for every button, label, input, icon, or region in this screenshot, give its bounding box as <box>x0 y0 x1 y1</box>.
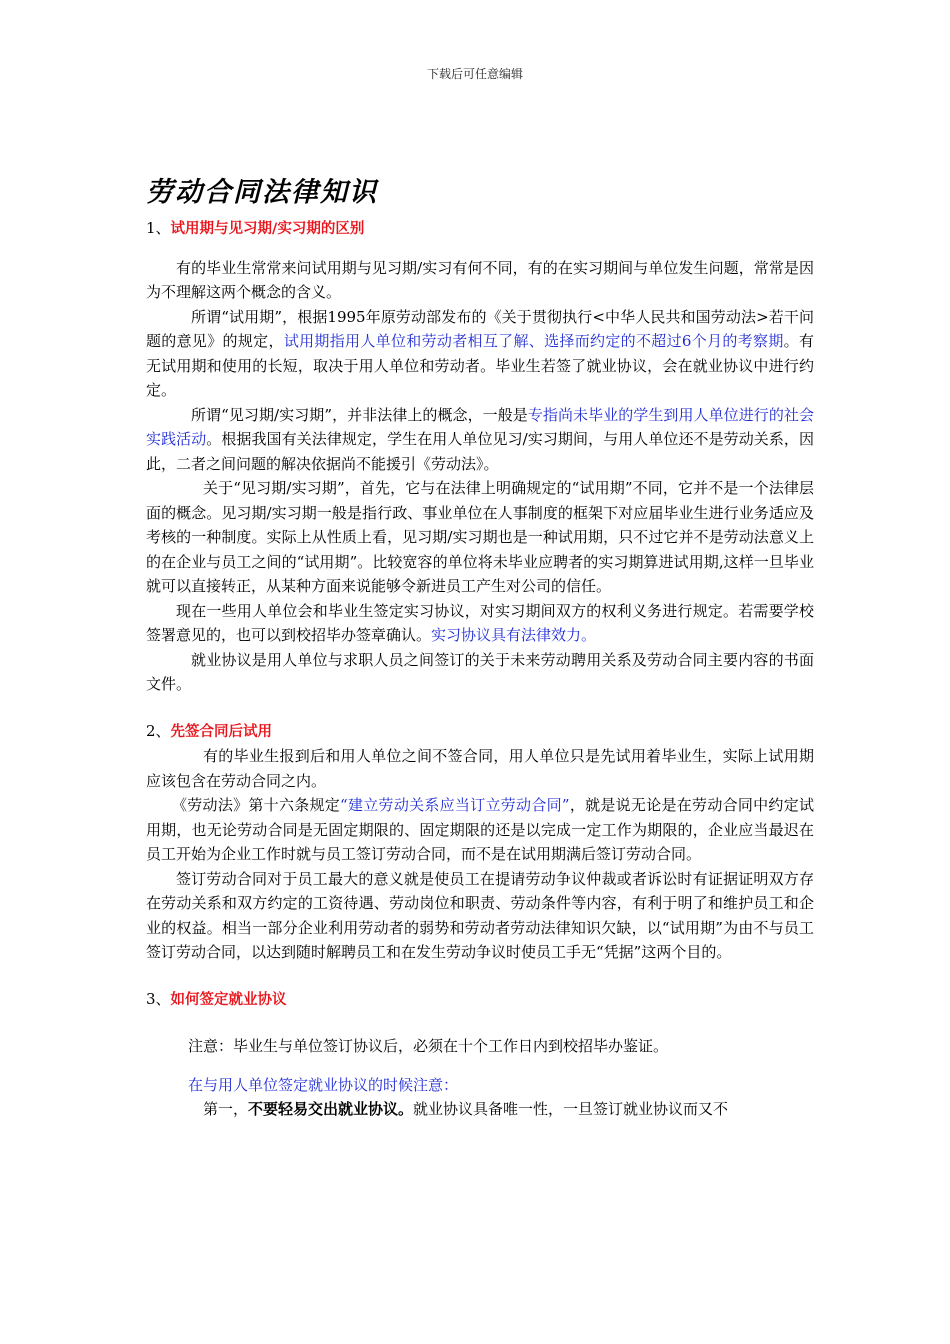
paragraph: 就业协议是用人单位与求职人员之间签订的关于未来劳动聘用关系及劳动合同主要内容的书面文件。 <box>146 650 814 693</box>
section-heading-1 <box>146 216 814 242</box>
note-text: 注意：毕业生与单位签订协议后，必须在十个工作日内到校招毕办鉴证。 <box>188 1037 669 1055</box>
page-header: 下载后可任意编辑 <box>426 67 523 81</box>
section-title: 试用期与见习期/实习期的区别 <box>170 221 365 237</box>
paragraph: 所谓“试用期”，根据1995年原劳动部发布的《关于贯彻执行<中华人民共和国劳动法>若干问题的意见》的规定，试用期指用人单位和劳动者相互了解、选择而约定的不超过6个月的考察期。有无试用期和使用的长短，取决于用人单位和劳动者。毕业生若签了就业协议，会在就业协议中进行约定。 <box>146 307 814 399</box>
paragraph: 第一，不要轻易交出就业协议。就业协议具备唯一性，一旦签订就业协议而又不 <box>203 1100 729 1118</box>
highlight-text: 专指尚未毕业的学生到用人单位进行的社会实践活动 <box>146 405 814 448</box>
bold-text: 不要轻易交出就业协议。 <box>248 1100 414 1118</box>
highlight-text: 实习协议具有法律效力。 <box>431 626 597 644</box>
section-heading-3 <box>146 987 814 1013</box>
subheading: 在与用人单位签定就业协议的时候注意： <box>188 1075 459 1094</box>
paragraph: 关于“见习期/实习期”，首先，它与在法律上明确规定的“试用期”不同，它并不是一个法律层面的概念。见习期/实习期一般是指行政、事业单位在人事制度的框架下对应届毕业生进行业务适应及考核的一种制度。实际上从性质上看，见习期/实习期也是一种试用期，只不过它并不是劳动法意义上的在企业与员工之间的“试用期”。比较宽容的单位将未毕业应聘者的实习期算进试用期,这样一旦毕业就可以直接转正，从某种方面来说能够令新进员工产生对公司的信任。 <box>146 479 814 595</box>
page-title: 劳动合同法律知识 <box>146 177 378 208</box>
section-number: 2、 <box>146 721 171 740</box>
highlight-text: “建立劳动关系应当订立劳动合同” <box>340 796 570 814</box>
paragraph: 所谓“见习期/实习期”，并非法律上的概念，一般是专指尚未毕业的学生到用人单位进行的社会实践活动。根据我国有关法律规定，学生在用人单位见习/实习期间，与用人单位还不是劳动关系，因此，二者之间问题的解决依据尚不能援引《劳动法》。 <box>146 405 814 473</box>
paragraph: 现在一些用人单位会和毕业生签定实习协议，对实习期间双方的权利义务进行规定。若需要学校签署意见的，也可以到校招毕办签章确认。实习协议具有法律效力。 <box>146 601 814 644</box>
document-body <box>146 216 814 1122</box>
paragraph: 《劳动法》第十六条规定“建立劳动关系应当订立劳动合同”，就是说无论是在劳动合同中约定试用期，也无论劳动合同是无固定期限的、固定期限的还是以完成一定工作为期限的，企业应当最迟在员工开始为企业工作时就与员工签订劳动合同，而不是在试用期满后签订劳动合同。 <box>146 796 814 863</box>
section-number: 1、 <box>146 219 171 237</box>
paragraph: 有的毕业生常常来问试用期与见习期/实习有何不同，有的在实习期间与单位发生问题，常常是因为不理解这两个概念的含义。 <box>146 258 814 301</box>
section-title: 如何签定就业协议 <box>170 991 287 1008</box>
paragraph: 有的毕业生报到后和用人单位之间不签合同，用人单位只是先试用着毕业生，实际上试用期应该包含在劳动合同之内。 <box>146 747 814 790</box>
section-heading-2 <box>146 719 814 745</box>
section-number: 3、 <box>146 989 171 1008</box>
paragraph: 签订劳动合同对于员工最大的意义就是使员工在提请劳动争议仲裁或者诉讼时有证据证明双方存在劳动关系和双方约定的工资待遇、劳动岗位和职责、劳动条件等内容，有利于明了和维护员工和企业的权益。相当一部分企业利用劳动者的弱势和劳动者劳动法律知识欠缺，以“试用期”为由不与员工签订劳动合同，以达到随时解聘员工和在发生劳动争议时使员工手无“凭据”这两个目的。 <box>146 869 814 961</box>
highlight-text: 试用期指用人单位和劳动者相互了解、选择而约定的不超过6个月的考察期 <box>283 332 784 350</box>
section-title: 先签合同后试用 <box>170 723 273 740</box>
